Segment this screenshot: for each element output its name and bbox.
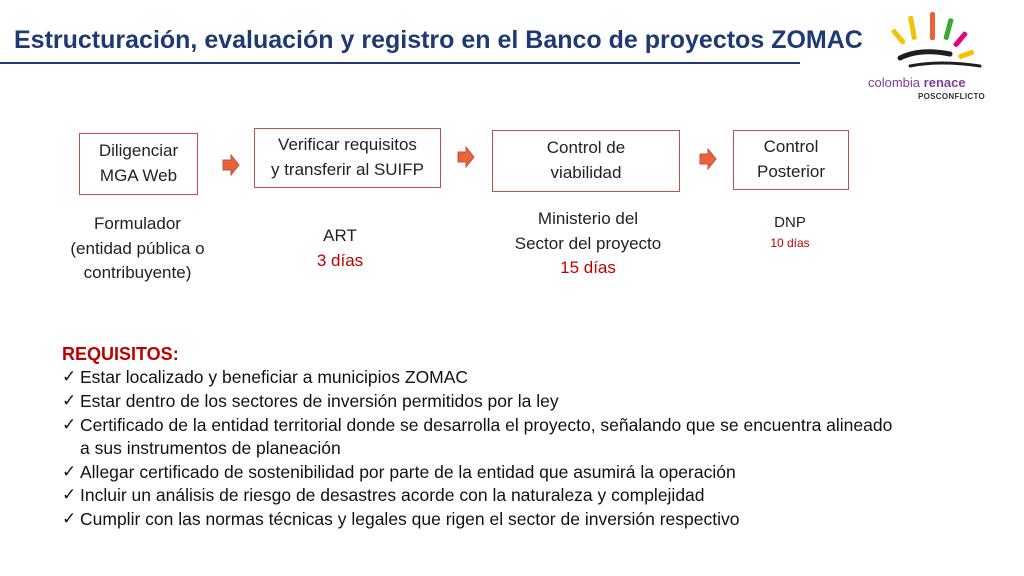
checkmark-icon: ✓ bbox=[62, 414, 77, 434]
checkmark-icon: ✓ bbox=[62, 367, 77, 387]
step-time: 10 días bbox=[770, 236, 810, 251]
step-time: 3 días bbox=[316, 250, 364, 270]
step-box-control-posterior: Control Posterior bbox=[733, 130, 849, 190]
checkmark-icon: ✓ bbox=[62, 485, 77, 505]
step-actor-art: ART 3 días bbox=[316, 226, 364, 270]
step-box-verificar: Verificar requisitos y transferir al SUIFP bbox=[254, 128, 441, 188]
requirements-title: REQUISITOS: bbox=[62, 344, 179, 364]
step-time: 15 días bbox=[560, 258, 616, 278]
requirement-item: ✓ Allegar certificado de sostenibilidad por parte de la entidad que asumirá la operación bbox=[62, 461, 962, 485]
requirements-section bbox=[62, 342, 962, 532]
step-box-diligenciar: Diligenciar MGA Web bbox=[79, 133, 198, 195]
step-box-control-viabilidad: Control de viabilidad bbox=[492, 130, 680, 192]
page-title: Estructuración, evaluación y registro en el Banco de proyectos ZOMAC bbox=[14, 26, 863, 54]
requirement-item: ✓ Estar localizado y beneficiar a municipios ZOMAC bbox=[62, 366, 962, 390]
requirement-item: ✓ Certificado de la entidad territorial donde se desarrolla el proyecto, señalando que se encuentra alineado a sus instrumentos de planeación bbox=[62, 414, 962, 461]
checkmark-icon: ✓ bbox=[62, 461, 77, 481]
logo-subtitle: POSCONFLICTO bbox=[918, 92, 986, 101]
requirement-item: ✓ Incluir un análisis de riesgo de desastres acorde con la naturaleza y complejidad bbox=[62, 484, 962, 508]
step-actor-ministerio: Ministerio del Sector del proyecto 15 días bbox=[514, 209, 662, 278]
title-underline bbox=[0, 62, 800, 64]
flow-arrow-icon bbox=[457, 146, 475, 168]
flow-arrow-icon bbox=[699, 148, 717, 170]
step-actor-formulador: Formulador (entidad pública o contribuyente) bbox=[70, 214, 205, 283]
logo-brand: colombia renace bbox=[868, 75, 966, 90]
requirement-item: ✓ Estar dentro de los sectores de inversión permitidos por la ley bbox=[62, 390, 962, 414]
flow-arrow-icon bbox=[222, 154, 240, 176]
requirement-item: ✓ Cumplir con las normas técnicas y legales que rigen el sector de inversión respectivo bbox=[62, 508, 962, 532]
checkmark-icon: ✓ bbox=[62, 390, 77, 410]
step-actor-dnp: DNP 10 días bbox=[770, 214, 810, 251]
checkmark-icon: ✓ bbox=[62, 509, 77, 529]
